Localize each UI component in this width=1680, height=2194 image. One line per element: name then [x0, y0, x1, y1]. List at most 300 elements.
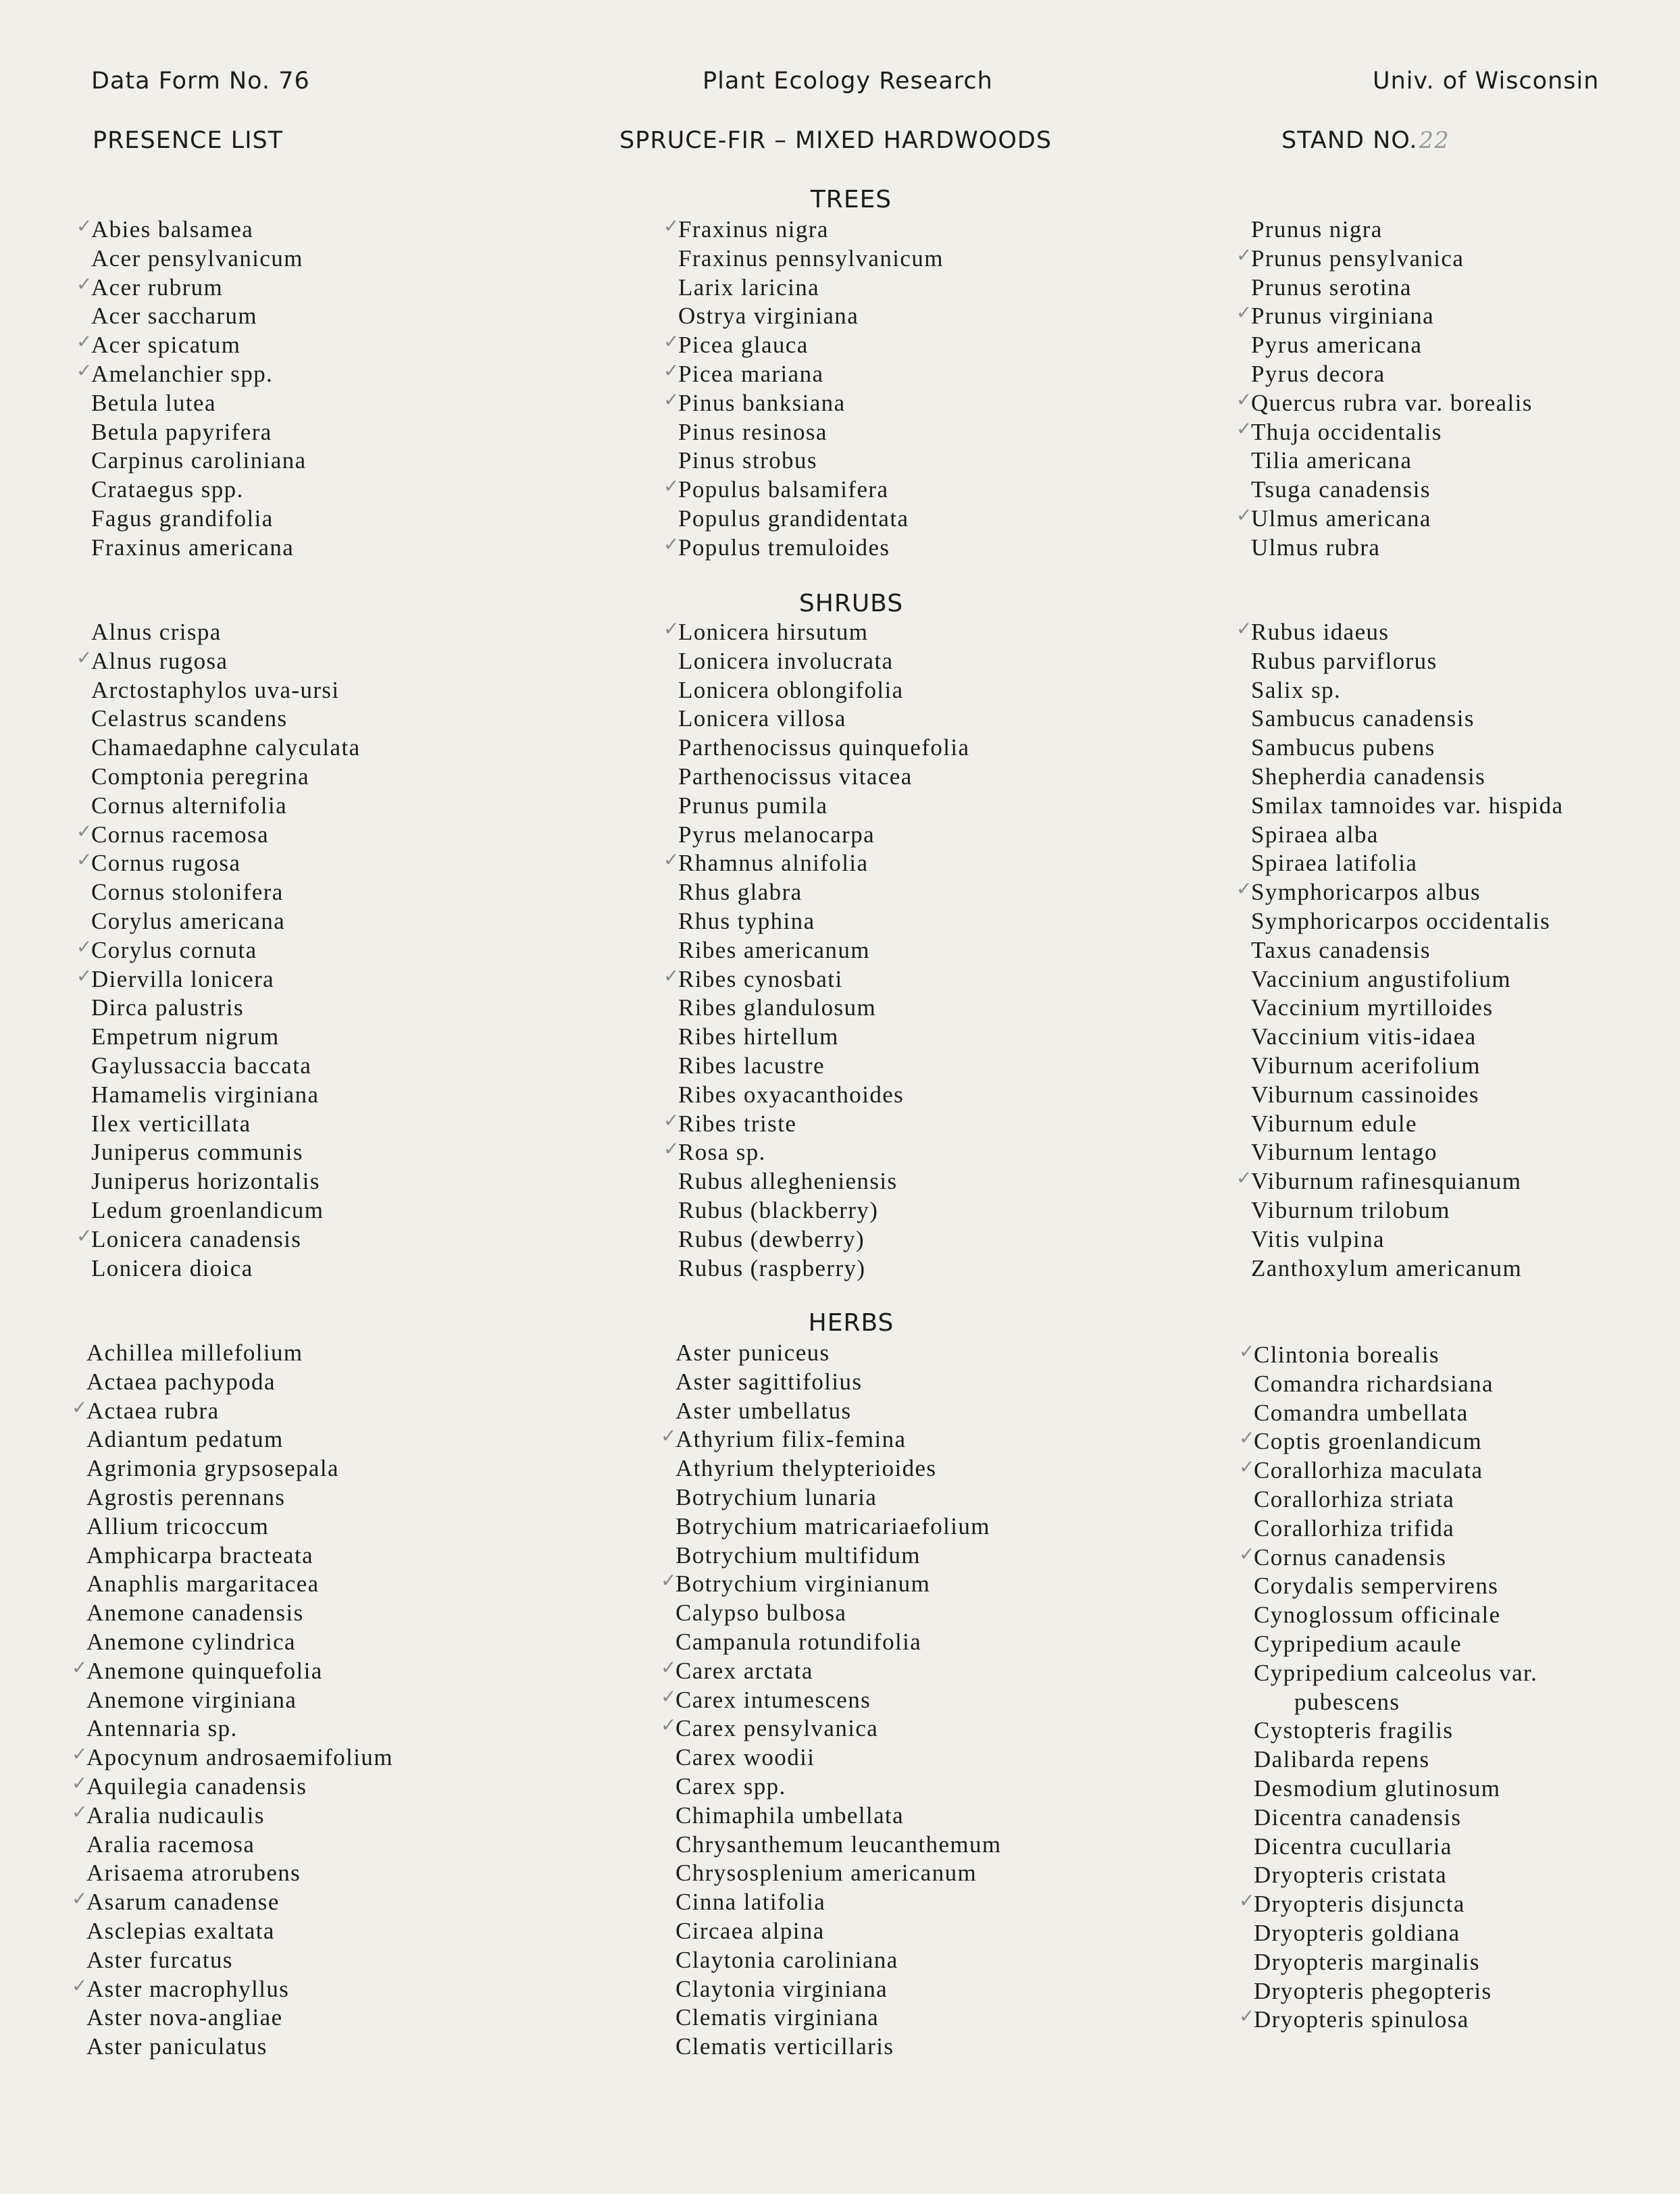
species-name: Cornus alternifolia	[91, 792, 288, 819]
species-item	[678, 1196, 969, 1225]
species-item	[1254, 1630, 1537, 1659]
species-item	[678, 792, 969, 821]
species-name: Rubus (blackberry)	[678, 1196, 879, 1223]
species-item	[86, 1686, 393, 1715]
species-name: Ribes hirtellum	[678, 1023, 839, 1050]
species-name: Ribes oxyacanthoides	[678, 1081, 905, 1108]
check-mark-icon: ✓	[76, 819, 93, 842]
species-item	[91, 302, 307, 331]
species-item	[76, 646, 361, 676]
species-item	[86, 1570, 393, 1599]
section-title-herbs: HERBS	[808, 1309, 894, 1337]
species-name: Rosa sp.	[678, 1139, 766, 1166]
check-mark-icon: ✓	[663, 475, 680, 498]
species-item	[676, 2033, 1002, 2062]
species-name: Anemone cylindrica	[86, 1628, 296, 1655]
species-name: Ilex verticillata	[91, 1110, 251, 1137]
species-name: Dryopteris disjuncta	[1254, 1891, 1465, 1918]
species-name: Chimaphila umbellata	[676, 1802, 905, 1829]
species-name: Viburnum acerifolium	[1251, 1052, 1481, 1079]
species-item	[1251, 907, 1564, 936]
species-name: Cypripedium acaule	[1254, 1630, 1462, 1657]
species-name: Rhus typhina	[678, 907, 815, 934]
species-name: Picea mariana	[678, 360, 824, 387]
species-name: Alnus crispa	[91, 619, 222, 645]
species-item	[76, 848, 361, 878]
species-name: Alnus rugosa	[91, 647, 228, 674]
species-item	[86, 2033, 393, 2062]
species-item	[1251, 476, 1533, 505]
species-name: Sambucus canadensis	[1251, 705, 1475, 732]
species-item	[91, 618, 361, 647]
species-item	[676, 1743, 1002, 1772]
species-item	[676, 1483, 1002, 1512]
species-name: Crataegus spp.	[91, 476, 244, 503]
species-item	[1251, 1110, 1564, 1139]
species-column	[661, 1339, 1002, 2062]
species-item	[76, 359, 307, 389]
species-item	[1251, 1225, 1564, 1254]
species-name: Aralia racemosa	[86, 1831, 255, 1858]
species-item	[1251, 734, 1564, 763]
species-item	[91, 676, 361, 705]
species-name: Actaea pachypoda	[86, 1368, 276, 1395]
species-name: Prunus pensylvanica	[1251, 245, 1465, 272]
species-item	[663, 388, 944, 418]
species-name: Ribes cynosbati	[678, 965, 843, 992]
species-name: Prunus virginiana	[1251, 303, 1435, 330]
species-name: Cinna latifolia	[676, 1889, 826, 1916]
check-mark-icon: ✓	[1239, 1542, 1256, 1565]
species-name: Symphoricarpos albus	[1251, 879, 1481, 906]
species-item	[72, 1396, 393, 1426]
species-name: Athyrium thelypterioides	[676, 1455, 937, 1482]
species-item	[91, 1081, 361, 1110]
species-item	[91, 705, 361, 734]
species-item	[1251, 274, 1533, 303]
check-mark-icon: ✓	[663, 359, 680, 382]
species-item	[1251, 1138, 1564, 1167]
species-name: Parthenocissus quinquefolia	[678, 734, 970, 761]
species-item	[1254, 1485, 1537, 1514]
check-mark-icon: ✓	[1236, 877, 1253, 900]
species-item	[86, 1917, 393, 1946]
species-item	[91, 1052, 361, 1081]
species-item	[91, 1023, 361, 1052]
species-name: Cornus rugosa	[91, 850, 241, 877]
species-item	[1251, 1052, 1564, 1081]
form-number: Data Form No. 76	[91, 68, 310, 95]
check-mark-icon: ✓	[663, 1138, 680, 1160]
species-name: Corallorhiza maculata	[1254, 1457, 1483, 1484]
species-name: Spiraea latifolia	[1251, 850, 1418, 877]
species-item	[678, 245, 944, 274]
species-item	[91, 1254, 361, 1283]
species-name: Anemone virginiana	[86, 1686, 297, 1713]
species-name: Agrimonia grypsosepala	[86, 1455, 339, 1482]
species-name: Aster sagittifolius	[676, 1368, 863, 1395]
species-name: Agrostis perennans	[86, 1483, 286, 1510]
check-mark-icon: ✓	[663, 848, 680, 871]
check-mark-icon: ✓	[1239, 2005, 1256, 2028]
species-item	[76, 935, 361, 965]
species-item	[678, 1052, 969, 1081]
species-name: Ulmus rubra	[1251, 534, 1381, 561]
check-mark-icon: ✓	[72, 1656, 88, 1679]
species-item	[1251, 534, 1533, 563]
species-name: Viburnum cassinoides	[1251, 1081, 1479, 1108]
species-name: Rubus (dewberry)	[678, 1225, 865, 1252]
species-name: Calypso bulbosa	[676, 1600, 847, 1627]
species-name: Rhamnus alnifolia	[678, 850, 869, 877]
species-name: Adiantum pedatum	[86, 1426, 284, 1453]
species-name: Picea glauca	[678, 332, 809, 359]
species-item	[1251, 821, 1564, 850]
species-name: Lonicera involucrata	[678, 647, 894, 674]
species-item	[91, 447, 307, 476]
species-name: Dryopteris marginalis	[1254, 1948, 1480, 1975]
species-item	[76, 819, 361, 850]
species-item	[1239, 1889, 1537, 1919]
species-item	[1251, 1081, 1564, 1110]
species-item	[1236, 243, 1533, 274]
species-item	[91, 792, 361, 821]
species-name: Aster puniceus	[676, 1340, 830, 1366]
species-name: Ulmus americana	[1251, 505, 1431, 532]
species-column	[1239, 1340, 1538, 2035]
species-item	[1251, 331, 1533, 360]
species-name: Acer spicatum	[91, 332, 241, 359]
species-name: Antennaria sp.	[86, 1715, 238, 1742]
species-name: Juniperus communis	[91, 1139, 303, 1166]
species-name: Betula papyrifera	[91, 418, 272, 445]
check-mark-icon: ✓	[76, 330, 93, 353]
species-item	[86, 1714, 393, 1743]
species-name: Circaea alpina	[676, 1917, 825, 1944]
species-item	[676, 1802, 1002, 1831]
species-name: Botrychium multifidum	[676, 1541, 921, 1568]
species-item	[678, 447, 944, 476]
species-name: Anemone canadensis	[86, 1600, 304, 1627]
species-item	[76, 215, 307, 245]
check-mark-icon: ✓	[663, 330, 680, 353]
species-name: Parthenocissus vitacea	[678, 763, 913, 790]
species-item	[1251, 447, 1533, 476]
species-item	[676, 1888, 1002, 1917]
species-name: Viburnum edule	[1251, 1110, 1417, 1137]
species-name: Claytonia virginiana	[676, 1975, 888, 2002]
species-name: Ribes glandulosum	[678, 994, 877, 1021]
species-name: Cornus racemosa	[91, 821, 270, 848]
species-name: Aquilegia canadensis	[86, 1772, 307, 1800]
species-item	[91, 878, 361, 907]
species-name: Athyrium filix-femina	[676, 1426, 907, 1453]
check-mark-icon: ✓	[1236, 417, 1253, 440]
species-name: Viburnum rafinesquianum	[1251, 1168, 1522, 1195]
species-name: Pyrus americana	[1251, 332, 1423, 359]
species-item	[678, 418, 944, 447]
species-item	[1251, 1023, 1564, 1052]
university: Univ. of Wisconsin	[1373, 68, 1600, 95]
species-item	[678, 936, 969, 965]
species-item	[1254, 1861, 1537, 1890]
check-mark-icon: ✓	[1236, 301, 1253, 324]
species-item	[1254, 1833, 1537, 1862]
species-item	[91, 476, 307, 505]
species-name: Clematis virginiana	[676, 2004, 880, 2031]
species-item	[1239, 2005, 1537, 2035]
species-item	[678, 647, 969, 676]
species-item	[663, 1108, 969, 1139]
species-item	[678, 1225, 969, 1254]
species-name: Arisaema atrorubens	[86, 1860, 301, 1887]
organization: Plant Ecology Research	[703, 68, 993, 95]
check-mark-icon: ✓	[76, 359, 93, 382]
check-mark-icon: ✓	[663, 215, 680, 237]
species-name: Lonicera canadensis	[91, 1225, 302, 1252]
species-item	[676, 1512, 1002, 1541]
species-name: Chrysanthemum leucanthemum	[676, 1831, 1002, 1858]
species-name: Viburnum trilobum	[1251, 1196, 1450, 1223]
community-title: SPRUCE-FIR – MIXED HARDWOODS	[619, 127, 1052, 154]
species-item	[1236, 388, 1533, 418]
species-item	[72, 1974, 393, 2004]
species-item	[91, 245, 307, 274]
species-name: Comptonia peregrina	[91, 763, 310, 790]
species-item	[676, 1859, 1002, 1888]
species-column	[663, 617, 970, 1283]
species-name: Acer rubrum	[91, 274, 224, 301]
species-name: Aster macrophyllus	[86, 1975, 290, 2002]
species-name: Achillea millefolium	[86, 1340, 303, 1366]
species-item	[676, 1831, 1002, 1860]
species-name: Anemone quinquefolia	[86, 1657, 323, 1684]
species-item	[663, 964, 969, 994]
check-mark-icon: ✓	[661, 1425, 678, 1448]
species-name: Rhus glabra	[678, 879, 803, 906]
species-item	[91, 1138, 361, 1167]
check-mark-icon: ✓	[661, 1656, 678, 1679]
species-item	[678, 994, 969, 1023]
check-mark-icon: ✓	[76, 848, 93, 871]
species-name: Carpinus caroliniana	[91, 447, 307, 474]
species-name: Gaylussaccia baccata	[91, 1052, 312, 1079]
species-name: Fraxinus nigra	[678, 216, 829, 243]
species-item	[663, 475, 944, 505]
species-name: Apocynum androsaemifolium	[86, 1744, 393, 1771]
species-name: Pyrus decora	[1251, 360, 1385, 387]
check-mark-icon: ✓	[663, 964, 680, 987]
species-item	[72, 1800, 393, 1831]
species-item	[1251, 676, 1564, 705]
species-name: Carex arctata	[676, 1657, 813, 1684]
species-item	[72, 1656, 393, 1686]
check-mark-icon: ✓	[76, 935, 93, 958]
species-name: Dalibarda repens	[1254, 1746, 1430, 1773]
species-item	[91, 1196, 361, 1225]
species-name: Cynoglossum officinale	[1254, 1602, 1501, 1629]
species-name: Dicentra canadensis	[1254, 1804, 1462, 1831]
species-item	[1251, 994, 1564, 1023]
species-item	[678, 1081, 969, 1110]
check-mark-icon: ✓	[1236, 243, 1253, 266]
check-mark-icon: ✓	[72, 1771, 88, 1794]
species-name: Vaccinium angustifolium	[1251, 965, 1512, 992]
species-name: Ribes triste	[678, 1110, 797, 1137]
check-mark-icon: ✓	[1236, 1167, 1253, 1190]
check-mark-icon: ✓	[1239, 1889, 1256, 1912]
species-item	[678, 1167, 969, 1196]
species-item	[1239, 1542, 1537, 1573]
species-name: Fraxinus pennsylvanicum	[678, 245, 944, 272]
species-name: Campanula rotundifolia	[676, 1628, 922, 1655]
species-item	[663, 215, 944, 245]
list-title: PRESENCE LIST	[93, 127, 284, 154]
species-name: Anaphlis margaritacea	[86, 1571, 320, 1598]
species-item	[91, 907, 361, 936]
species-item	[661, 1656, 1002, 1686]
species-item	[1254, 1948, 1537, 1977]
check-mark-icon: ✓	[76, 964, 93, 987]
species-name: Pinus strobus	[678, 447, 817, 474]
species-item	[76, 1224, 361, 1254]
species-item	[1254, 1977, 1537, 2006]
species-name: Botrychium virginianum	[676, 1571, 931, 1598]
species-name: Asclepias exaltata	[86, 1917, 275, 1944]
species-name: Carex spp.	[676, 1772, 786, 1800]
species-name: Corylus americana	[91, 907, 286, 934]
species-name: Symphoricarpos occidentalis	[1251, 907, 1551, 934]
species-name: Lonicera dioica	[91, 1254, 253, 1281]
check-mark-icon: ✓	[1236, 503, 1253, 526]
species-name: Cornus stolonifera	[91, 879, 284, 906]
stand-number-field	[1281, 127, 1450, 154]
species-item	[663, 848, 969, 878]
species-name: Lonicera hirsutum	[678, 619, 869, 645]
species-name: Arctostaphylos uva-ursi	[91, 676, 340, 703]
species-item	[91, 534, 307, 563]
species-name: Claytonia caroliniana	[676, 1946, 898, 1973]
species-name: Dryopteris phegopteris	[1254, 1977, 1492, 2004]
check-mark-icon: ✓	[1239, 1340, 1256, 1362]
species-name: Ribes lacustre	[678, 1052, 825, 1079]
species-item	[86, 1425, 393, 1454]
species-item	[676, 1454, 1002, 1483]
species-name: Comandra richardsiana	[1254, 1370, 1494, 1397]
species-item	[676, 1599, 1002, 1628]
species-name: Amphicarpa bracteata	[86, 1541, 314, 1568]
section-title-shrubs: SHRUBS	[798, 590, 904, 617]
species-name: Amelanchier spp.	[91, 360, 274, 387]
species-column	[76, 618, 361, 1283]
species-item	[1236, 301, 1533, 331]
species-item	[663, 1138, 969, 1167]
species-item	[91, 389, 307, 418]
species-item	[91, 1110, 361, 1139]
species-name: Tsuga canadensis	[1251, 476, 1431, 503]
species-item	[1239, 1427, 1537, 1456]
species-item	[1254, 1745, 1537, 1775]
species-item	[661, 1569, 1002, 1599]
species-item	[72, 1771, 393, 1802]
species-item	[91, 734, 361, 763]
species-item	[1251, 763, 1564, 792]
species-name: Dryopteris cristata	[1254, 1862, 1448, 1889]
species-item	[661, 1714, 1002, 1743]
species-item	[1236, 877, 1564, 907]
species-name: Carex pensylvanica	[676, 1715, 879, 1742]
species-name: Betula lutea	[91, 389, 216, 416]
species-name: Vaccinium vitis-idaea	[1251, 1023, 1477, 1050]
species-item	[676, 1397, 1002, 1426]
species-item	[678, 705, 969, 734]
species-column	[1236, 215, 1533, 563]
species-name: Tilia americana	[1251, 447, 1412, 474]
check-mark-icon: ✓	[76, 1224, 93, 1247]
species-item	[1254, 1572, 1537, 1601]
species-name: Cystopteris fragilis	[1254, 1717, 1454, 1744]
species-name: Populus balsamifera	[678, 476, 889, 503]
species-item	[663, 330, 944, 360]
species-item	[678, 821, 969, 850]
check-mark-icon: ✓	[76, 646, 93, 669]
species-item	[676, 1628, 1002, 1657]
species-item	[676, 1975, 1002, 2004]
species-name: Lonicera oblongifolia	[678, 676, 904, 703]
check-mark-icon: ✓	[72, 1396, 88, 1419]
species-name: Diervilla lonicera	[91, 965, 275, 992]
species-item	[86, 1339, 393, 1368]
species-item	[86, 1483, 393, 1512]
species-item	[1254, 1601, 1537, 1630]
species-name: Spiraea alba	[1251, 821, 1379, 848]
species-name: Dryopteris goldiana	[1254, 1919, 1460, 1946]
species-name: Carex intumescens	[676, 1686, 871, 1713]
species-item	[86, 1512, 393, 1541]
species-item	[678, 1023, 969, 1052]
check-mark-icon: ✓	[661, 1569, 678, 1592]
species-item	[1239, 1340, 1537, 1370]
species-name: Zanthoxylum americanum	[1251, 1254, 1523, 1281]
check-mark-icon: ✓	[1236, 617, 1253, 640]
species-item	[676, 2004, 1002, 2033]
species-name: Prunus pumila	[678, 792, 828, 819]
species-item	[86, 1541, 393, 1571]
species-column	[663, 215, 944, 563]
check-mark-icon: ✓	[72, 1974, 88, 1997]
species-item	[91, 763, 361, 792]
species-item	[1236, 1167, 1564, 1196]
species-column	[76, 215, 307, 563]
species-item	[676, 1368, 1002, 1397]
species-item	[86, 2004, 393, 2033]
check-mark-icon: ✓	[663, 388, 680, 411]
species-name: Corallorhiza striata	[1254, 1485, 1455, 1512]
species-item	[1254, 1399, 1537, 1428]
species-name: Populus grandidentata	[678, 505, 909, 532]
species-item	[678, 907, 969, 936]
species-item	[1254, 1688, 1537, 1717]
species-item	[1251, 647, 1564, 676]
species-name: Shepherdia canadensis	[1251, 763, 1486, 790]
species-name: Cypripedium calceolus var.	[1254, 1659, 1538, 1686]
species-name: pubescens	[1294, 1688, 1400, 1715]
check-mark-icon: ✓	[72, 1743, 88, 1766]
species-name: Allium tricoccum	[86, 1512, 270, 1539]
species-name: Prunus nigra	[1251, 216, 1383, 243]
species-name: Acer saccharum	[91, 303, 257, 330]
species-name: Juniperus horizontalis	[91, 1168, 320, 1195]
